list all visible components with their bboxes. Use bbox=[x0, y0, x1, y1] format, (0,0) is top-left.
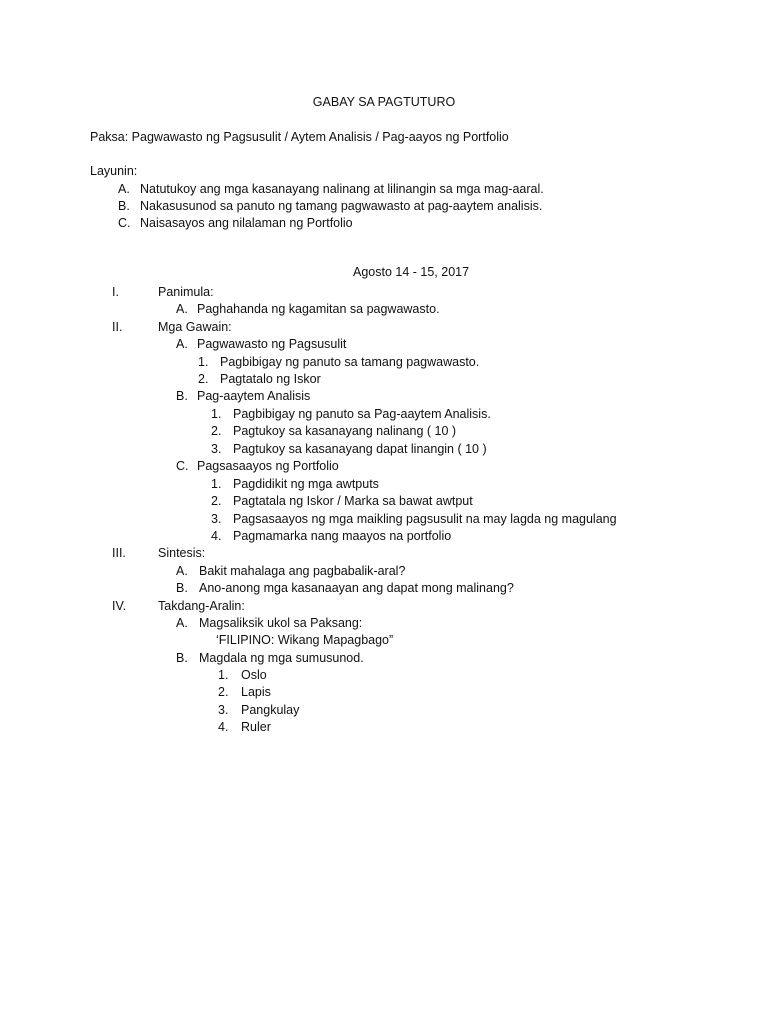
list-text: Paghahanda ng kagamitan sa pagwawasto. bbox=[197, 302, 440, 316]
list-text: Pagbibigay ng panuto sa tamang pagwawasto. bbox=[220, 355, 480, 369]
list-text: Nakasusunod sa panuto ng tamang pagwawasto at pag-aaytem analisis. bbox=[140, 199, 543, 213]
list-marker: C. bbox=[118, 216, 131, 230]
list-marker: 1. bbox=[211, 407, 222, 421]
list-text: Pagsasaayos ng Portfolio bbox=[197, 459, 339, 473]
list-marker: B. bbox=[176, 389, 188, 403]
list-text: Pangkulay bbox=[241, 703, 300, 717]
list-text: Pagsasaayos ng mga maikling pagsusulit na may lagda ng magulang bbox=[233, 512, 617, 526]
list-marker: 1. bbox=[211, 477, 222, 491]
list-text: Natutukoy ang mga kasanayang nalinang at lilinangin sa mga mag-aaral. bbox=[140, 182, 544, 196]
section-title: Panimula: bbox=[158, 285, 214, 299]
paksa-line: Paksa: Pagwawasto ng Pagsusulit / Aytem Analisis / Pag-aayos ng Portfolio bbox=[90, 130, 509, 144]
section-title: Takdang-Aralin: bbox=[158, 599, 245, 613]
list-text: Naisasayos ang nilalaman ng Portfolio bbox=[140, 216, 353, 230]
topic-note: ‘FILIPINO: Wikang Mapagbago” bbox=[216, 633, 394, 647]
list-text: Pagdidikit ng mga awtputs bbox=[233, 477, 379, 491]
section-marker: IV. bbox=[112, 599, 127, 613]
list-text: Pagtukoy sa kasanayang nalinang ( 10 ) bbox=[233, 424, 457, 438]
list-text: Ano-anong mga kasanaayan ang dapat mong malinang? bbox=[199, 581, 514, 595]
list-marker: C. bbox=[176, 459, 189, 473]
list-marker: 2. bbox=[211, 424, 222, 438]
list-marker: 3. bbox=[218, 703, 229, 717]
list-marker: 2. bbox=[211, 494, 222, 508]
list-marker: B. bbox=[176, 651, 188, 665]
list-text: Pagmamarka nang maayos na portfolio bbox=[233, 529, 452, 543]
list-marker: B. bbox=[176, 581, 188, 595]
section-title: Mga Gawain: bbox=[158, 320, 232, 334]
list-marker: A. bbox=[176, 564, 188, 578]
list-text: Pagwawasto ng Pagsusulit bbox=[197, 337, 347, 351]
section-title: Sintesis: bbox=[158, 546, 206, 560]
layunin-heading: Layunin: bbox=[90, 164, 138, 178]
list-marker: 2. bbox=[198, 372, 209, 386]
list-text: Magdala ng mga sumusunod. bbox=[199, 651, 364, 665]
list-text: Pagtatalo ng Iskor bbox=[220, 372, 321, 386]
document-title: GABAY SA PAGTUTURO bbox=[312, 95, 456, 109]
list-marker: 3. bbox=[211, 512, 222, 526]
list-marker: 1. bbox=[198, 355, 209, 369]
list-marker: 3. bbox=[211, 442, 222, 456]
list-marker: B. bbox=[118, 199, 130, 213]
section-marker: I. bbox=[112, 285, 119, 299]
list-marker: 4. bbox=[218, 720, 229, 734]
list-text: Lapis bbox=[241, 685, 271, 699]
lesson-date: Agosto 14 - 15, 2017 bbox=[353, 265, 470, 279]
list-marker: 2. bbox=[218, 685, 229, 699]
list-marker: A. bbox=[176, 337, 188, 351]
list-marker: A. bbox=[176, 616, 188, 630]
list-text: Pagtatala ng Iskor / Marka sa bawat awtput bbox=[233, 494, 473, 508]
section-marker: III. bbox=[112, 546, 126, 560]
list-text: Bakit mahalaga ang pagbabalik-aral? bbox=[199, 564, 406, 578]
list-text: Pag-aaytem Analisis bbox=[197, 389, 311, 403]
section-marker: II. bbox=[112, 320, 123, 334]
list-text: Ruler bbox=[241, 720, 271, 734]
list-text: Pagtukoy sa kasanayang dapat linangin ( 10 ) bbox=[233, 442, 487, 456]
list-text: Magsaliksik ukol sa Paksang: bbox=[199, 616, 363, 630]
list-marker: 4. bbox=[211, 529, 222, 543]
list-text: Oslo bbox=[241, 668, 267, 682]
list-text: Pagbibigay ng panuto sa Pag-aaytem Analisis. bbox=[233, 407, 491, 421]
list-marker: A. bbox=[118, 182, 130, 196]
list-marker: A. bbox=[176, 302, 188, 316]
list-marker: 1. bbox=[218, 668, 229, 682]
